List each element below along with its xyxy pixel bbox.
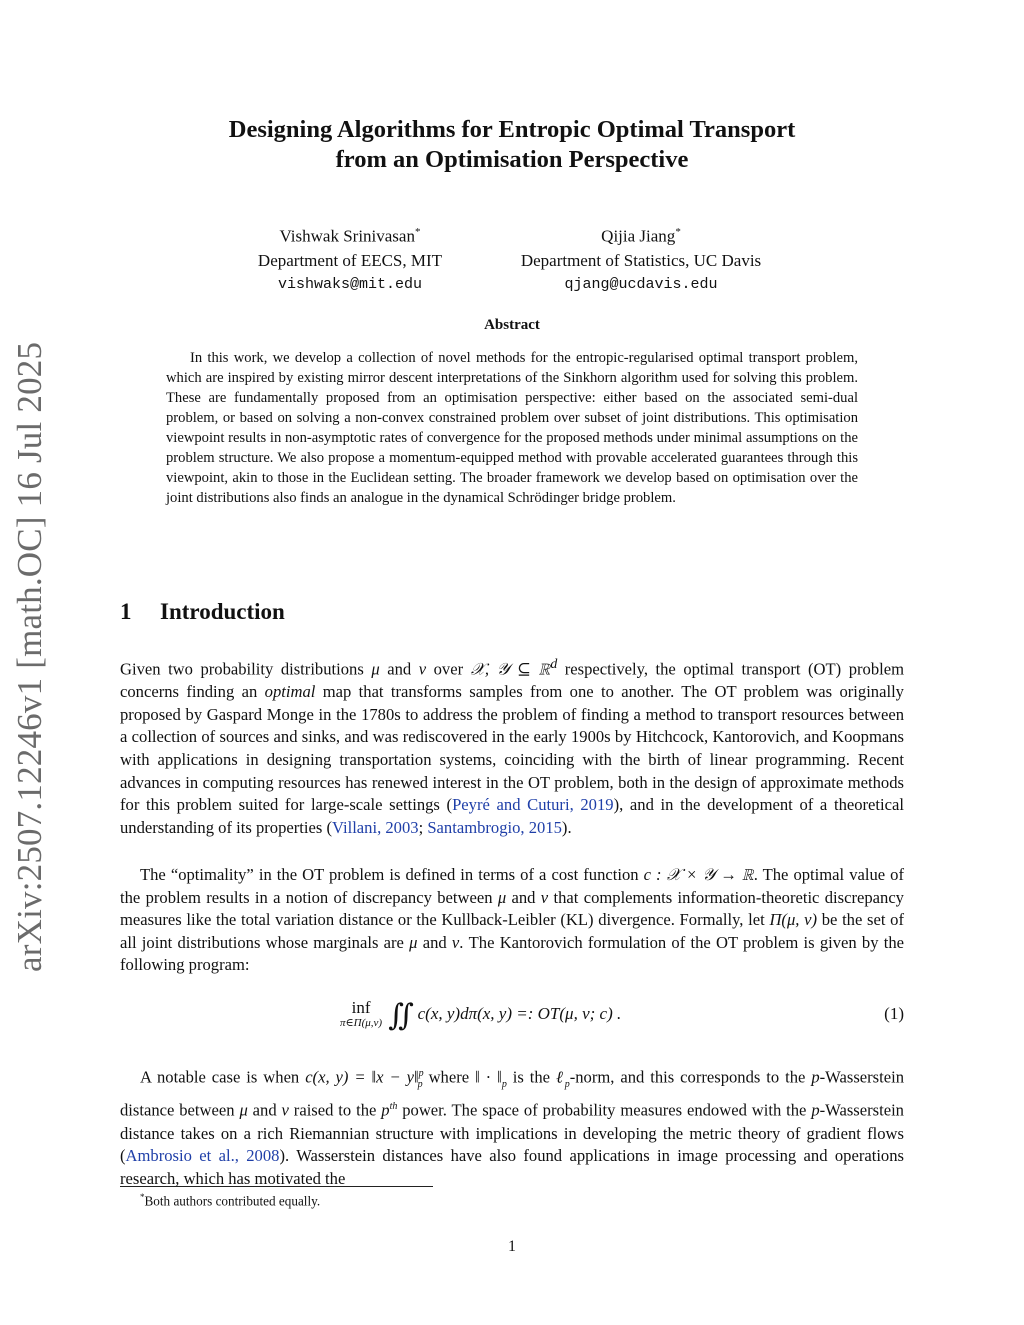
author-block-1 [220, 220, 480, 297]
author-mark: * [414, 226, 421, 238]
footnote-divider [120, 1186, 433, 1187]
author-block-2 [490, 220, 792, 297]
equation-subscript: π∈Π(μ,ν) [340, 1017, 383, 1029]
equation-number: (1) [884, 1004, 904, 1023]
citation-link[interactable]: Ambrosio et al., 2008 [125, 1146, 280, 1166]
title-line-1: Designing Algorithms for Entropic Optimal Transport [228, 116, 796, 143]
title-line-2: from an Optimisation Perspective [335, 146, 689, 173]
author-name: Qijia Jiang [601, 226, 676, 246]
footnote [140, 1192, 320, 1209]
equation-expression: c(x, y)dπ(x, y) =: OT(μ, ν; c) . [417, 1004, 622, 1023]
citation-link[interactable]: Santambrogio, 2015 [427, 817, 562, 837]
intro-paragraph-1: Given two probability distributions μ and ν over 𝒳, 𝒴 ⊆ ℝ$^d$ respectively, the optimal transport (OT) problem concerns finding an optimal map that transforms samples from one to another. The OT problem was originally proposed by Gaspard Monge in the 1780s to address the problem of finding a method to transport resources between a collection of sources and sinks, and was rediscovered in the early 1900s by Hitchcock, Kantorovich, and Koopmans with applications in designing transportation systems, coinciding with the birth of linear programming. Recent advances in computing resources has renewed interest in the OT problem, both in the design of approximate methods for this problem suited for large-scale settings (Peyré and Cuturi, 2019), and in the development of a theoretical understanding of its properties (Villani, 2003; Santambrogio, 2015). [120, 656, 905, 837]
abstract-heading: Abstract [484, 317, 540, 333]
section-heading [120, 599, 285, 625]
author-email[interactable]: vishwaks@mit.edu [277, 275, 423, 293]
page-number: 1 [508, 1238, 516, 1255]
abstract-text: In this work, we develop a collection of novel methods for the entropic-regularised optimal transport problem, which are inspired by existing mirror descent interpretations of the Sinkhorn algorithm used for solving this problem. These are fundamentally proposed from an optimisation perspective: either based on the associated semi-dual problem, or based on solving a non-convex constrained problem over subset of joint distributions. This optimisation viewpoint results in non-asymptotic rates of convergence for the proposed methods under minimal assumptions on the problem structure. We also propose a momentum-equipped method with provable accelerated guarantees through this viewpoint, akin to those in the Euclidean setting. The broader framework we develop based on optimisation over the joint distributions also finds an analogue in the dynamical Schrödinger bridge problem. [166, 350, 858, 506]
section-number: 1 [120, 599, 132, 624]
author-affiliation: Department of Statistics, UC Davis [520, 250, 762, 270]
section-title: Introduction [160, 599, 285, 624]
footnote-text: Both authors contributed equally. [144, 1193, 321, 1209]
author-mark: * [675, 226, 681, 238]
footnote-mark: * [140, 1192, 145, 1202]
author-affiliation: Department of EECS, MIT [257, 250, 443, 270]
author-name: Vishwak Srinivasan [279, 226, 415, 246]
intro-paragraph-2: The “optimality” in the OT problem is defined in terms of a cost function c : 𝒳 × 𝒴 → ℝ. The optimal value of the problem results in a notion of discrepancy between μ and ν that complements information-theoretic discrepancy measures like the total variation distance or the Kullback-Leibler (KL) divergence. Formally, let Π(μ, ν) be the set of all joint distributions whose marginals are μ and ν. The Kantorovich formulation of the OT problem is given by the following program: [120, 865, 905, 975]
citation-link[interactable]: Peyré and Cuturi, 2019 [452, 795, 614, 815]
paper-title [0, 115, 1024, 175]
intro-paragraph-3: A notable case is when c(x, y) = ‖x − y‖$^p_p$ where ‖ · $‖_p$ is the ℓ$_p$-norm, and this corresponds to the p-Wasserstein distance between μ and ν raised to the $p^{th}$ power. The space of probability measures endowed with the p-Wasserstein distance takes on a rich Riemannian structure with implications in developing the metric theory of gradient flows (Ambrosio et al., 2008). Wasserstein distances have also found applications in image processing and operations research, which has motivated the [120, 1067, 905, 1188]
citation-link[interactable]: Villani, 2003 [331, 817, 419, 837]
arxiv-identifier: arXiv:2507.12246v1 [math.OC] 16 Jul 2025 [10, 341, 49, 972]
author-email[interactable]: qjang@ucdavis.edu [564, 275, 718, 293]
equation-1 [120, 994, 904, 1040]
equation-body [340, 998, 621, 1033]
double-integral-symbol: ∬ [388, 999, 414, 1032]
equation-inf: inf [351, 998, 371, 1017]
